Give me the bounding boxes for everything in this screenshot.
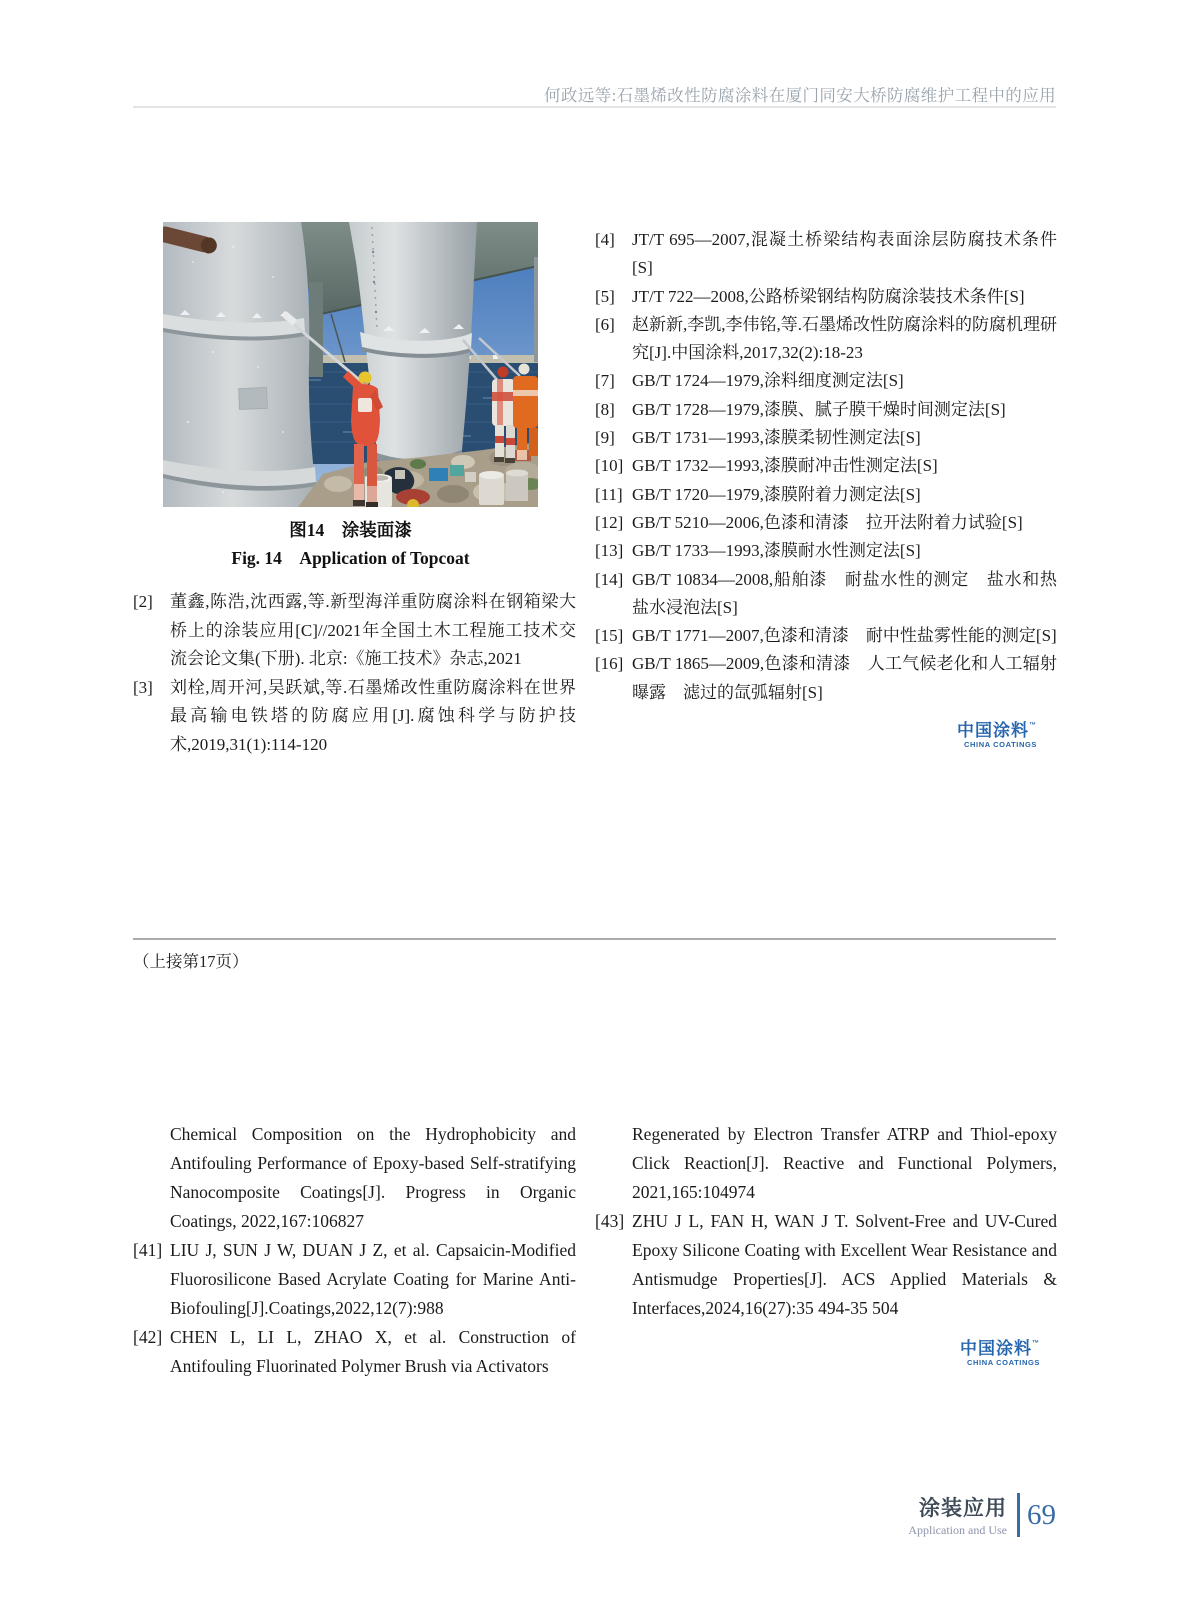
reference-item [595,481,1057,509]
reference-number: [16] [595,654,624,674]
figure-caption-zh: 图14 涂装面漆 [289,520,412,540]
page-footer [908,1492,1056,1538]
reference-number: [12] [595,512,624,532]
footer-section-labels [908,1492,1007,1538]
reference-text: GB/T 1732—1993,漆膜耐冲击性测定法[S] [632,456,938,476]
logo-text-en: CHINA COATINGS [964,740,1037,749]
reference-item [595,622,1057,650]
reference-item [595,311,1057,368]
section-divider [133,938,1056,940]
reference-number: [5] [595,286,615,306]
reference-item [133,1236,576,1323]
reference-item [595,1207,1057,1323]
reference-text: CHEN L, LI L, ZHAO X, et al. Construction of Antifouling Fluorinated Polymer Brush via Activators [170,1327,576,1376]
reference-text: Chemical Composition on the Hydrophobicity and Antifouling Performance of Epoxy-based Self-stratifying Nanocomposite Coatings[J]. Progress in Organic Coatings, 2022,167:106827 [170,1124,576,1231]
reference-number: [14] [595,569,624,589]
references-cn-right [595,226,1057,707]
reference-item [595,396,1057,424]
footer-section-zh: 涂装应用 [919,1496,1007,1520]
reference-number: [13] [595,541,624,561]
reference-item [595,226,1057,283]
reference-number: [2] [133,592,153,611]
reference-text: GB/T 1865—2009,色漆和清漆 人工气候老化和人工辐射曝露 滤过的氙弧辐射[S] [632,654,1057,702]
figure-caption-en: Fig. 14 Application of Topcoat [231,548,470,568]
reference-item [133,1323,576,1381]
figure-14 [163,222,538,570]
page-number: 69 [1027,1498,1056,1531]
reference-text: GB/T 1771—2007,色漆和清漆 耐中性盐雾性能的测定[S] [632,626,1057,646]
logo-wordmark [960,1340,1040,1357]
reference-number: [41] [133,1240,163,1260]
reference-item [595,537,1057,565]
reference-number: [8] [595,399,615,419]
reference-item [133,588,576,674]
reference-text: Regenerated by Electron Transfer ATRP and Thiol-epoxy Click Reaction[J]. Reactive and Functional Polymers, 2021,165:104974 [632,1124,1057,1202]
reference-text: ZHU J L, FAN H, WAN J T. Solvent-Free and UV-Cured Epoxy Silicone Coating with Excellent Wear Resistance and Antismudge Properties[J]. ACS Applied Materials & Interfaces,2024,16(27):35 494-35 504 [632,1211,1057,1318]
references-en-right [595,1120,1057,1323]
reference-text: GB/T 1733—1993,漆膜耐水性测定法[S] [632,541,921,561]
reference-number: [4] [595,230,615,249]
reference-number: [3] [133,677,153,697]
logo-text-zh: 中国涂料 [957,721,1029,740]
reference-number: [15] [595,626,624,646]
reference-text: LIU J, SUN J W, DUAN J Z, et al. Capsaicin-Modified Fluorosilicone Based Acrylate Coating for Marine Anti-Biofouling[J].Coatings,2022,12(7):988 [170,1240,576,1318]
reference-item [133,674,576,760]
references-cn-left [133,588,576,760]
reference-number: [7] [595,371,615,391]
reference-item [595,283,1057,311]
footer-section-en: Application and Use [908,1523,1007,1537]
reference-number: [9] [595,428,615,448]
reference-item [595,650,1057,707]
references-en-left [133,1120,576,1381]
reference-text: JT/T 695—2007,混凝土桥梁结构表面涂层防腐技术条件[S] [632,230,1057,278]
logo-text-zh: 中国涂料 [960,1339,1032,1358]
reference-number: [11] [595,484,623,504]
reference-text: JT/T 722—2008,公路桥梁钢结构防腐涂装技术条件[S] [632,286,1025,306]
reference-text: GB/T 1731—1993,漆膜柔韧性测定法[S] [632,428,921,448]
running-title: 何政远等:石墨烯改性防腐涂料在厦门同安大桥防腐维护工程中的应用 [544,86,1056,105]
topcoat-application-photo [163,222,538,507]
continuation-note: （上接第17页） [133,952,249,971]
header-divider [133,106,1056,108]
reference-text: 董鑫,陈浩,沈西露,等.新型海洋重防腐涂料在钢箱梁大桥上的涂装应用[C]//2021年全国土木工程施工技术交流会论文集(下册). 北京:《施工技术》杂志,2021 [170,592,576,669]
reference-number: [43] [595,1211,625,1231]
footer-accent-bar [1017,1493,1020,1537]
china-coatings-logo [957,722,1037,749]
reference-number: [42] [133,1327,163,1347]
logo-trademark: ™ [1029,722,1037,729]
reference-number: [6] [595,314,615,334]
logo-text-en: CHINA COATINGS [967,1358,1040,1367]
reference-text: GB/T 5210—2006,色漆和清漆 拉开法附着力试验[S] [632,512,1023,532]
reference-number: [10] [595,456,624,476]
reference-text: GB/T 1720—1979,漆膜附着力测定法[S] [632,484,921,504]
reference-text: GB/T 1728—1979,漆膜、腻子膜干燥时间测定法[S] [632,399,1006,419]
china-coatings-logo-2 [960,1340,1040,1367]
reference-item [595,452,1057,480]
reference-item [595,424,1057,452]
reference-item [595,509,1057,537]
reference-text: 刘栓,周开河,吴跃斌,等.石墨烯改性重防腐涂料在世界最高输电铁塔的防腐应用[J].腐蚀科学与防护技术,2019,31(1):114-120 [170,677,576,754]
reference-item [595,367,1057,395]
photo-left-pier [163,222,318,507]
logo-trademark: ™ [1032,1340,1040,1347]
reference-text: 赵新新,李凯,李伟铭,等.石墨烯改性防腐涂料的防腐机理研究[J].中国涂料,2017,32(2):18-23 [632,314,1057,363]
reference-text: GB/T 1724—1979,涂料细度测定法[S] [632,371,904,391]
reference-item [133,1120,576,1236]
logo-wordmark [957,722,1037,739]
reference-item [595,1120,1057,1207]
reference-item [595,566,1057,623]
reference-text: GB/T 10834—2008,船舶漆 耐盐水性的测定 盐水和热盐水浸泡法[S] [632,569,1057,617]
